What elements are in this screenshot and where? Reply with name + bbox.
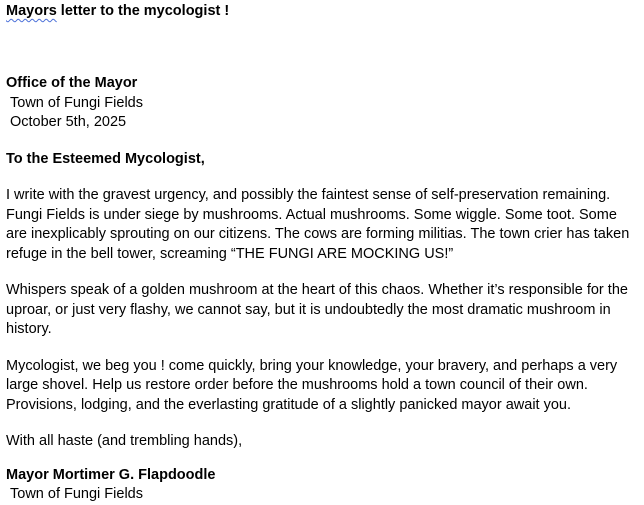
sender-town: Town of Fungi Fields bbox=[10, 94, 143, 111]
closing-line: With all haste (and trembling hands), bbox=[6, 433, 243, 449]
letter-title bbox=[6, 2, 636, 22]
misspelled-word: Mayors bbox=[6, 3, 57, 19]
signature-name: Mayor Mortimer G. Flapdoodle bbox=[6, 466, 216, 483]
letter-document bbox=[6, 2, 636, 505]
body-paragraph-1: I write with the gravest urgency, and possibly the faintest sense of self-preservation remaining. Fungi Fields is under siege by mushrooms. Actual mushrooms. Some wiggle. Some toot. Some are inexplicably sprouting on our citizens. The cows are forming militias. The town crier has taken refuge in the bell tower, screaming “THE FUNGI ARE MOCKING US!” bbox=[6, 187, 630, 262]
signature-town: Town of Fungi Fields bbox=[10, 486, 143, 502]
signature-block bbox=[6, 466, 636, 505]
body-paragraph-3: Mycologist, we beg you ! come quickly, bring your knowledge, your bravery, and perhaps a very large shovel. Help us restore order before the mushrooms hold a town council of their own. Provisions, lodging, and the everlasting gratitude of a slightly panicked mayor await you. bbox=[6, 357, 618, 413]
sender-block bbox=[6, 74, 636, 133]
salutation: To the Esteemed Mycologist, bbox=[6, 150, 205, 167]
sender-office: Office of the Mayor bbox=[6, 75, 138, 91]
letter-date: October 5th, 2025 bbox=[10, 114, 127, 130]
body-paragraph-2: Whispers speak of a golden mushroom at the heart of this chaos. Whether it’s responsible for the uproar, or just very flashy, we cannot say, but it is undoubtedly the most dramatic mushroom in history. bbox=[6, 282, 628, 337]
title-rest: letter to the mycologist ! bbox=[56, 3, 230, 19]
